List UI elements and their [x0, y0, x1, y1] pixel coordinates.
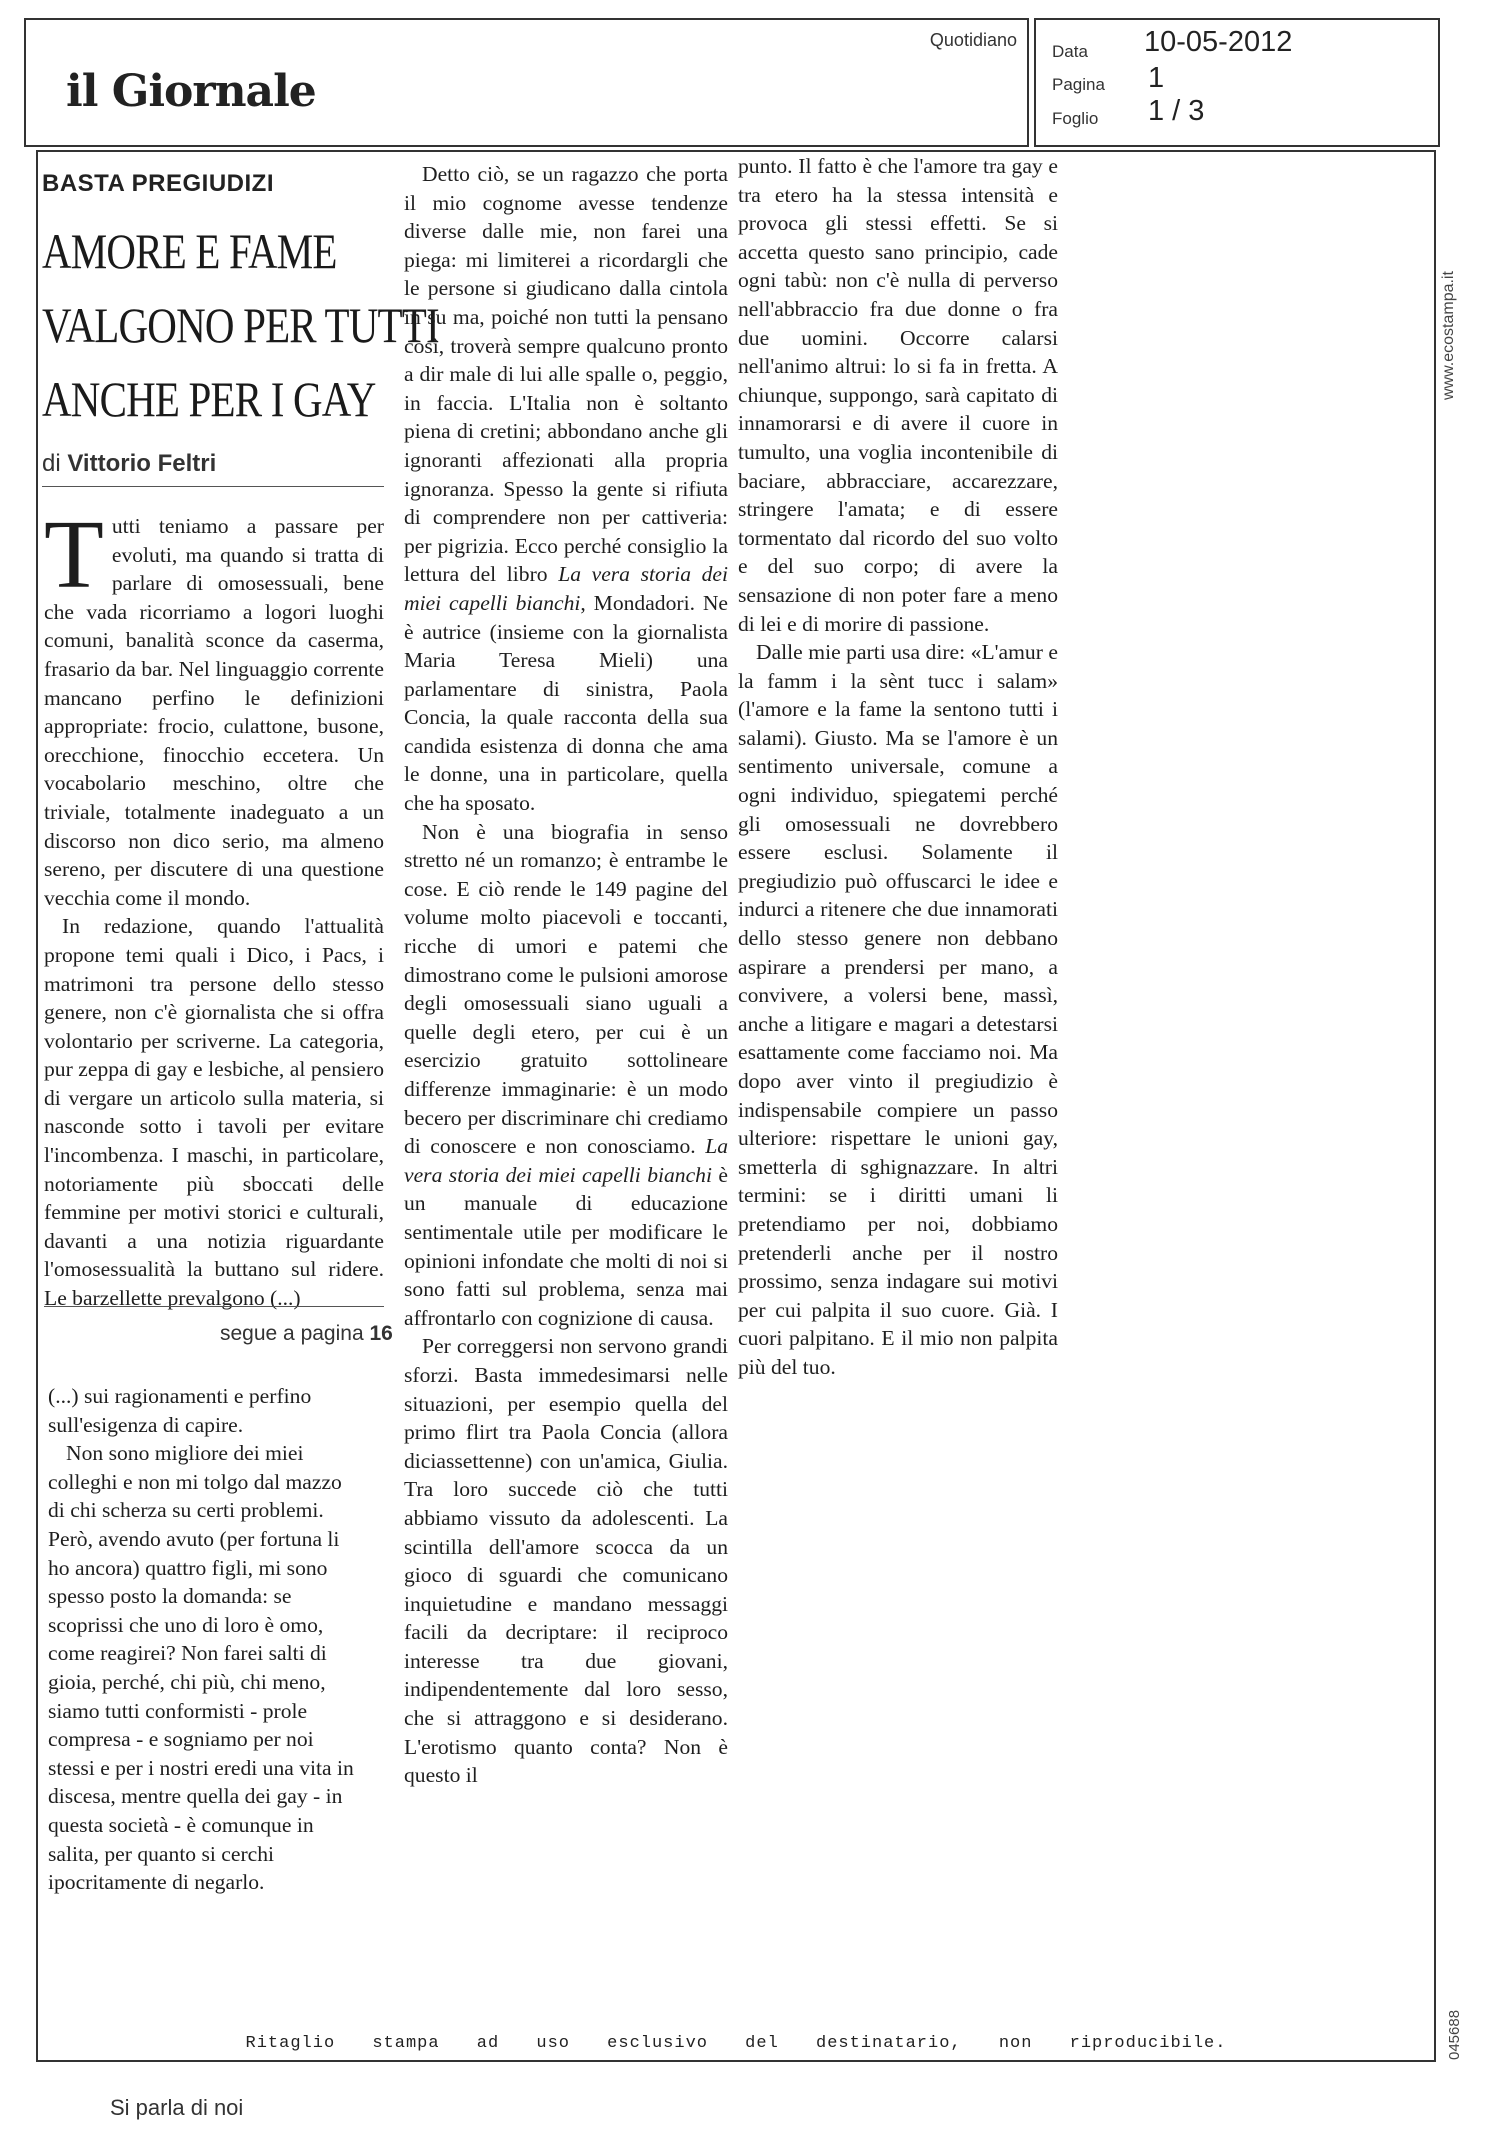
column-2: [404, 160, 728, 1790]
copyright-disclaimer: Ritaglio stampa ad uso esclusivo del destinatario, non riproducibile.: [245, 2034, 1227, 2053]
continued-page: 16: [369, 1322, 393, 1345]
byline: [42, 450, 216, 478]
clipping-code: 045688: [1446, 2009, 1463, 2060]
sheet-value: 1 / 3: [1148, 95, 1205, 127]
drop-cap: T: [44, 501, 104, 609]
book-title: La vera storia dei miei capelli bianchi: [404, 562, 728, 615]
paragraph: (...) sui ragionamenti e perfino sull'esigenza di capire.: [48, 1384, 312, 1437]
paragraph: Detto ciò, se un ragazzo che porta il mio cognome avesse tendenze diverse dalle mie, non farei una piega: mi limiterei a ricordargli che le persone si giudicano dalla cintola in su ma, poiché non tutti la pensano così, troverà sempre qualcuno pronto a dir male di lui alle spalle o, peggio, in faccia. L'Italia non è soltanto piena di cretini; abbondano anche gli ignoranti affezionati alla propria ignoranza. Spesso la gente si rifiuta di comprendere non per cattiveria: per pigrizia. Ecco perché consiglio la lettura del libro La vera storia dei miei capelli bianchi, Mondadori. Ne è autrice (insieme con la giornalista Maria Teresa Mieli) una parlamentare di sinistra, Paola Concia, la quale racconta della sua candida esistenza di donna che ama le donne, una in particolare, quella che ha sposato.: [404, 162, 728, 816]
footer-note: Si parla di noi: [110, 2095, 244, 2120]
column-3: [738, 152, 1058, 1382]
masthead-box: [24, 18, 1029, 147]
paragraph: Per correggersi non servono grandi sforzi. Basta immedesimarsi nelle situazioni, per esempio quella del primo flirt tra Paola Concia (allora diciassettenne) con un'amica, Giulia. Tra loro succede ciò che tutti abbiamo vissuto da adolescenti. La scintilla dell'amore scocca da un gioco di sguardi che comunicano inquietudine e mandano messaggi facili da decriptare: il reciproco interesse tra due giovani, indipendentemente dal loro sesso, che si attraggono e si desiderano. L'erotismo quanto conta? Non è questo il: [404, 1334, 728, 1788]
metadata-box: [1034, 18, 1440, 147]
date-label: Data: [1052, 42, 1088, 61]
lead-paragraph: Tutti teniamo a passare per evoluti, ma quando si tratta di parlare di omosessuali, bene che vada ricorriamo a logori luoghi comuni, banalità sconce da caserma, frasario da bar. Nel linguaggio corrente mancano perfino le definizioni appropriate: frocio, culattone, busone, orecchione, finocchio eccetera. Un vocabolario meschino, oltre che triviale, totalmente inadeguato a un discorso non dico serio, ma almeno sereno, per discutere di una questione vecchia come il mondo.: [44, 501, 384, 910]
date-value: 10-05-2012: [1144, 26, 1293, 58]
headline-line-1: AMORE E FAME: [42, 223, 337, 279]
paragraph: punto. Il fatto è che l'amore tra gay e tra etero ha la stessa intensità e provoca gli stessi effetti. Se si accetta questo sano principio, cade ogni tabù: non c'è nulla di perverso nell'abbraccio fra due donne o fra due uomini. Occorre calarsi nell'animo altrui: lo si fa in fretta. A chiunque, suppongo, sarà capitato di innamorarsi e di avere il cuore in tumulto, una voglia incontenibile di baciare, abbracciare, accarezzare, stringere l'amata; e di essere tormentato dal ricordo del suo volto e del suo corpo; di avere la sensazione di non poter fare a meno di lei e di morire di passione.: [738, 154, 1058, 636]
byline-rule: [42, 486, 384, 487]
website-vertical: www.ecostampa.it: [1440, 271, 1457, 400]
paragraph: Non sono migliore dei miei colleghi e non mi tolgo dal mazzo di chi scherza su certi problemi. Però, avendo avuto (per fortuna li ho ancora) quattro figli, mi sono spesso posto la domanda: se scoprissi che uno di loro è omo, come reagirei? Non farei salti di gioia, perché, chi più, chi meno, siamo tutti conformisti - prole compresa - e sogniamo per noi stessi e per i nostri eredi una vita in discesa, mentre quella dei gay - in questa società - è comunque in salita, per quanto si cerchi ipocritamente di negarlo.: [48, 1441, 354, 1895]
page-label: Pagina: [1052, 75, 1105, 94]
page-value: 1: [1148, 62, 1165, 94]
byline-author: Vittorio Feltri: [67, 450, 217, 477]
paragraph: In redazione, quando l'attualità propone temi quali i Dico, i Pacs, i matrimoni tra persone dello stesso genere, non c'è giornalista che si offra volontario per scriverne. La categoria, pur zeppa di gay e lesbiche, al pensiero di vergare un articolo sulla materia, si nasconde sotto i tavoli per evitare l'incombenza. I maschi, in particolare, notoriamente più sboccati delle femmine per motivi storici e culturali, davanti a una notizia riguardante l'omosessualità la buttano sul ridere. Le barzellette prevalgono (...): [44, 914, 384, 1311]
continued-notice: segue a pagina 16: [220, 1322, 393, 1345]
publication-type: Quotidiano: [929, 30, 1017, 50]
paragraph: Non è una biografia in senso stretto né un romanzo; è entrambe le cose. E ciò rende le 149 pagine del volume molto piacevoli e toccanti, ricche di umori e patemi che dimostrano come le pulsioni amorose degli omosessuali siano uguali a quelle degli etero, per cui è un esercizio gratuito sottolineare differenze immaginarie: è un modo becero per discriminare chi crediamo di conoscere e non conosciamo. La vera storia dei miei capelli bianchi è un manuale di educazione sentimentale utile per modificare le opinioni infondate che molti di noi si sono fatti sul problema, senza mai affrontarlo con cognizione di causa.: [404, 819, 728, 1330]
continuation-column: [48, 1382, 358, 1897]
headline-line-3: ANCHE PER I GAY: [42, 371, 376, 427]
continuation-rule: [44, 1306, 384, 1307]
column-1: [44, 501, 384, 1313]
byline-prefix: di: [42, 450, 61, 477]
paragraph: Dalle mie parti usa dire: «L'amur e la famm i la sènt tucc i salam» (l'amore e la fame la sentono tutti i salami). Giusto. Ma se l'amore è un sentimento universale, comune a ogni individuo, spiegatemi perché gli omosessuali ne dovrebbero essere esclusi. Solamente il pregiudizio può offuscarci le idee e indurci a ritenere che due innamorati dello stesso genere non debbano aspirare a prendersi per mano, a convivere, a volersi bene, massì, anche a litigare e magari a detestarsi esattamente come facciamo noi. Ma dopo aver vinto il pregiudizio è indispensabile compiere un passo ulteriore: rispettare le unioni gay, smetterla di sghignazzare. In altri termini: se i diritti umani li pretendiamo per noi, dobbiamo pretenderli anche per il nostro prossimo, senza indagare sui motivi per cui palpita il suo cuore. Già. I cuori palpitano. E il mio non palpita più del tuo.: [738, 640, 1058, 1379]
book-title: La vera storia dei miei capelli bianchi: [404, 1134, 728, 1187]
sheet-label: Foglio: [1052, 109, 1099, 128]
headline-line-2: VALGONO PER TUTTI: [42, 297, 439, 353]
newspaper-name: il Giornale: [66, 66, 316, 117]
article-kicker: BASTA PREGIUDIZI: [42, 170, 275, 197]
